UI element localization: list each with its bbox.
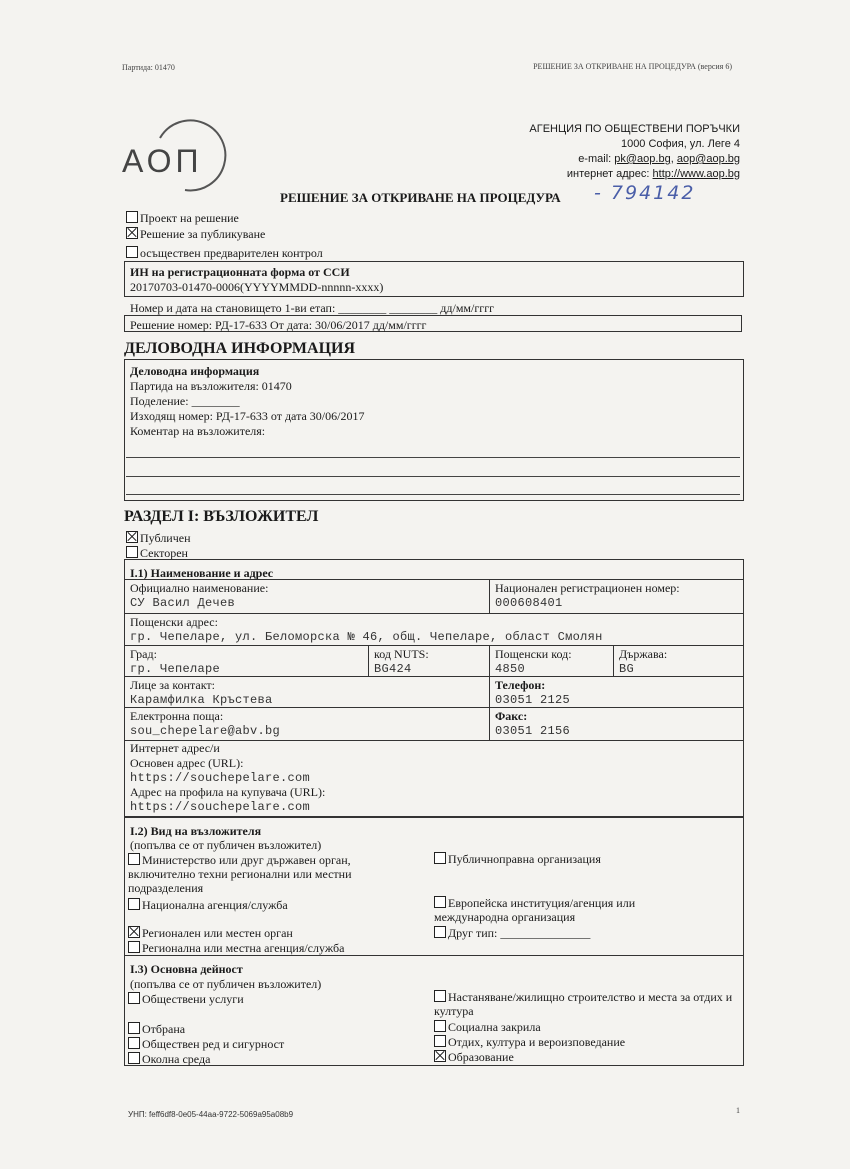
- form-version-header: РЕШЕНИЕ ЗА ОТКРИВАНЕ НА ПРОЦЕДУРА (версия 6): [533, 62, 732, 71]
- registration-label: ИН на регистрационната форма от ССИ: [130, 265, 350, 279]
- fax-value: 03051 2156: [495, 724, 571, 738]
- recreation-checkbox[interactable]: [434, 1035, 446, 1047]
- s12-note: (попълва се от публичен възложител): [130, 838, 322, 852]
- s13-environment: Околна среда: [128, 1052, 210, 1067]
- s13-order: Обществен ред и сигурност: [128, 1037, 284, 1052]
- decision-box: Решение номер: РД-17-633 От дата: 30/06/2017 дд/мм/гггг: [124, 315, 742, 332]
- page-number: 1: [736, 1106, 740, 1115]
- public-services-checkbox[interactable]: [128, 992, 140, 1004]
- agency-address: 1000 София, ул. Леге 4: [620, 138, 740, 150]
- email-value: sou_chepelare@abv.bg: [130, 724, 281, 738]
- opinion-line: Номер и дата на становището 1-ви етап: ________ ________ дд/мм/гггг: [130, 301, 495, 315]
- option-sector: Секторен: [126, 546, 188, 561]
- public-law-checkbox[interactable]: [434, 852, 446, 864]
- phone-label: Телефон:: [495, 678, 546, 692]
- country-value: BG: [619, 662, 635, 676]
- option-publish: Решение за публикуване: [126, 227, 265, 242]
- official-label: Официално наименование:: [130, 581, 269, 595]
- profile-value[interactable]: https://souchepelare.com: [130, 800, 311, 814]
- project-checkbox[interactable]: [126, 211, 138, 223]
- public-checkbox[interactable]: [126, 531, 138, 543]
- comment-line-3[interactable]: [126, 494, 740, 495]
- s12-regional: Регионален или местен орган: [128, 926, 293, 941]
- s12-ministry: Министерство или друг държавен орган, включително техни регионални или местни подразделения: [128, 853, 352, 895]
- natreg-value: 000608401: [495, 596, 563, 610]
- social-checkbox[interactable]: [434, 1020, 446, 1032]
- business-division: Поделение: ________: [130, 394, 240, 408]
- business-outgoing: Изходящ номер: РД-17-633 от дата 30/06/2017: [130, 409, 365, 423]
- housing-checkbox[interactable]: [434, 990, 446, 1002]
- s12-national: Национална агенция/служба: [128, 898, 288, 913]
- regional-checkbox[interactable]: [128, 926, 140, 938]
- postal-label: Пощенски адрес:: [130, 615, 218, 629]
- business-heading: ДЕЛОВОДНА ИНФОРМАЦИЯ: [124, 340, 356, 357]
- country-label: Държава:: [619, 647, 668, 661]
- education-checkbox[interactable]: [434, 1050, 446, 1062]
- s13-housing: Настаняване/жилищно строителство и места за отдих и култура: [434, 990, 733, 1018]
- contact-value: Карамфилка Кръстева: [130, 693, 273, 707]
- comment-line-2[interactable]: [126, 476, 740, 477]
- email-cell: [124, 707, 490, 741]
- official-name-cell: [124, 579, 490, 614]
- publish-checkbox[interactable]: [126, 227, 138, 239]
- city-value: гр. Чепеларе: [130, 662, 221, 676]
- s13-note: (попълва се от публичен възложител): [130, 977, 322, 991]
- zip-label: Пощенски код:: [495, 647, 572, 661]
- postal-value: гр. Чепеларе, ул. Беломорска № 46, общ. Чепеларе, област Смолян: [130, 630, 603, 644]
- order-checkbox[interactable]: [128, 1037, 140, 1049]
- profile-label: Адрес на профила на купувача (URL):: [130, 785, 326, 799]
- country-cell: [613, 645, 744, 677]
- fax-cell: [489, 707, 744, 741]
- agency-web: интернет адрес: http://www.aop.bg: [566, 168, 740, 180]
- handwritten-number: - 794142: [594, 182, 696, 204]
- natreg-label: Национален регистрационен номер:: [495, 581, 680, 595]
- business-comment: Коментар на възложителя:: [130, 424, 266, 438]
- document-title: РЕШЕНИЕ ЗА ОТКРИВАНЕ НА ПРОЦЕДУРА: [280, 190, 561, 205]
- email-link-pk[interactable]: pk@aop.bg: [614, 153, 671, 165]
- agency-email: e-mail: pk@aop.bg, aop@aop.bg: [578, 153, 740, 165]
- main-url-label: Основен адрес (URL):: [130, 756, 244, 770]
- s13-title: I.3) Основна дейност: [130, 962, 243, 976]
- s11-title: I.1) Наименование и адрес: [130, 566, 274, 580]
- phone-cell: [489, 676, 744, 708]
- natreg-cell: [489, 579, 744, 614]
- s12-regional-agency: Регионална или местна агенция/служба: [128, 941, 344, 956]
- internet-cell: [124, 740, 744, 818]
- nuts-value: BG424: [374, 662, 412, 676]
- zip-cell: [489, 645, 614, 677]
- defence-checkbox[interactable]: [128, 1022, 140, 1034]
- national-checkbox[interactable]: [128, 898, 140, 910]
- city-label: Град:: [130, 647, 157, 661]
- control-checkbox[interactable]: [126, 246, 138, 258]
- contact-cell: [124, 676, 490, 708]
- registration-value: 20170703-01470-0006(YYYYMMDD-nnnnn-xxxx): [130, 280, 384, 294]
- agency-block: [529, 122, 740, 182]
- fax-label: Факс:: [495, 709, 528, 723]
- nuts-cell: [368, 645, 490, 677]
- phone-value: 03051 2125: [495, 693, 571, 707]
- registration-box: [124, 261, 744, 297]
- comment-line-1[interactable]: [126, 457, 740, 458]
- eu-checkbox[interactable]: [434, 896, 446, 908]
- ministry-checkbox[interactable]: [128, 853, 140, 865]
- email-label: Електронна поща:: [130, 709, 224, 723]
- batch-header: Партида: 01470: [122, 63, 175, 72]
- s13-recreation: Отдих, култура и вероизповедание: [434, 1035, 625, 1050]
- regional-agency-checkbox[interactable]: [128, 941, 140, 953]
- city-cell: [124, 645, 369, 677]
- web-link[interactable]: http://www.aop.bg: [652, 168, 740, 180]
- nuts-label: код NUTS:: [374, 647, 429, 661]
- s13-social: Социална закрила: [434, 1020, 541, 1035]
- option-control: осъществен предварителен контрол: [126, 246, 323, 261]
- agency-name: АГЕНЦИЯ ПО ОБЩЕСТВЕНИ ПОРЪЧКИ: [529, 123, 740, 135]
- option-public: Публичен: [126, 531, 191, 546]
- section1-heading: РАЗДЕЛ I: ВЪЗЛОЖИТЕЛ: [124, 508, 319, 525]
- aop-logo: АОП: [122, 143, 203, 179]
- official-value: СУ Васил Дечев: [130, 596, 236, 610]
- other-checkbox[interactable]: [434, 926, 446, 938]
- s12-public-law: Публичноправна организация: [434, 852, 601, 867]
- business-box: [124, 359, 744, 501]
- s12-other: Друг тип: _______________: [434, 926, 590, 941]
- s13-defence: Отбрана: [128, 1022, 185, 1037]
- main-url-value[interactable]: https://souchepelare.com: [130, 771, 311, 785]
- s12-title: I.2) Вид на възложителя: [130, 824, 262, 838]
- s13-public-services: Обществени услуги: [128, 992, 244, 1007]
- s12-eu: Европейска институция/агенция или международна организация: [434, 896, 636, 924]
- footer-unp: УНП: feff6df8-0e05-44aa-9722-5069a95a08b9: [128, 1110, 294, 1119]
- environment-checkbox[interactable]: [128, 1052, 140, 1064]
- contact-label: Лице за контакт:: [130, 678, 215, 692]
- business-sub: Деловодна информация: [130, 364, 260, 378]
- internet-label: Интернет адрес/и: [130, 741, 220, 755]
- s13-education: Образование: [434, 1050, 514, 1065]
- zip-value: 4850: [495, 662, 526, 676]
- sector-checkbox[interactable]: [126, 546, 138, 558]
- option-project: Проект на решение: [126, 211, 239, 226]
- email-link-aop[interactable]: aop@aop.bg: [676, 153, 740, 165]
- business-batch: Партида на възложителя: 01470: [130, 379, 292, 393]
- postal-cell: [124, 613, 744, 646]
